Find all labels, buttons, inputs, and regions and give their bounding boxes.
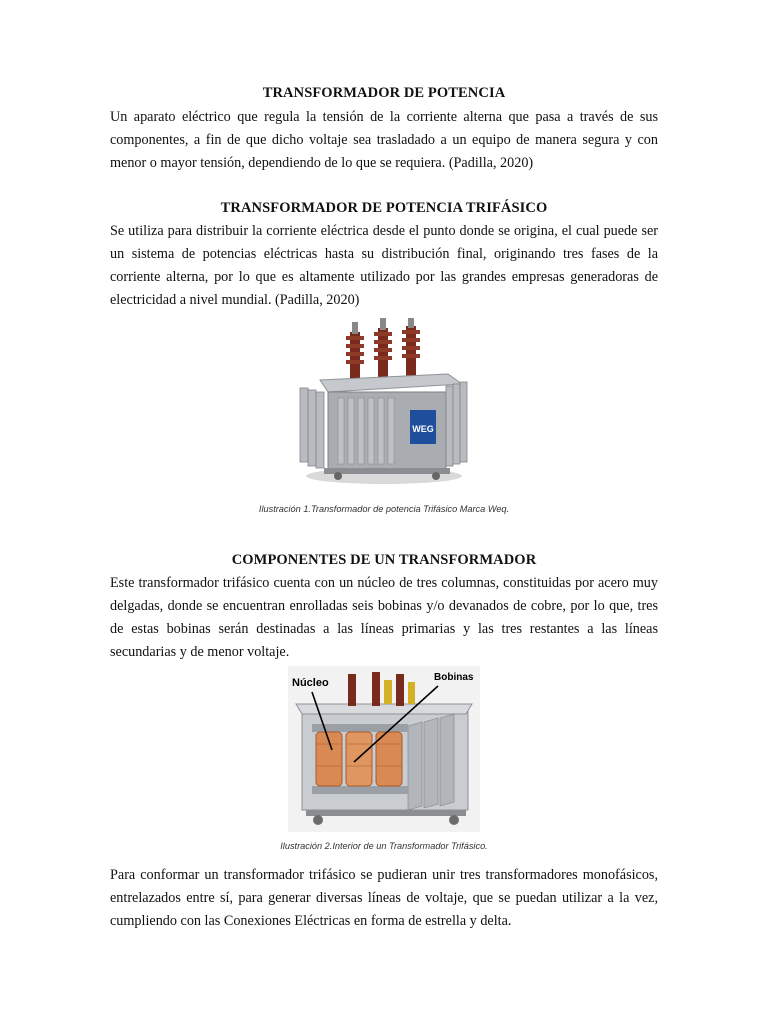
paragraph-trifasico: Se utiliza para distribuir la corriente eléctrica desde el punto donde se origina, el cual puede ser un sistema de potencias eléctricas hasta su distribución final, originando tres fases de la corriente alterna, por lo que es altamente utilizado por las grandes empresas generadoras de electricidad a nivel mundial. (Padilla, 2020) (110, 223, 658, 308)
section-title-potencia: TRANSFORMADOR DE POTENCIA (262, 85, 506, 101)
figure-caption-1: Ilustración 1.Transformador de potencia Trifásico Marca Weq. (258, 504, 510, 514)
section-title-componentes: COMPONENTES DE UN TRANSFORMADOR (231, 552, 537, 568)
paragraph-closing: Para conformar un transformador trifásico se pudieran unir tres transformadores monofásicos, entrelazados entre sí, para generar diversas líneas de voltaje, que se puedan utilizar a la vez, cumpliendo con las Conexiones Eléctricas en forma de estrella y delta. (110, 867, 658, 929)
brand-logo-text: WEG (412, 424, 434, 434)
transformer-exterior-image (298, 318, 470, 488)
paragraph-componentes: Este transformador trifásico cuenta con un núcleo de tres columnas, constituidas por acero muy delgadas, donde se encuentran enrolladas seis bobinas y/o devanados de cobre, por lo que, tres de estas bobinas serán destinadas a las líneas primarias y las tres restantes a las líneas secundarias y de menor voltaje. (110, 575, 658, 660)
section-title-trifasico: TRANSFORMADOR DE POTENCIA TRIFÁSICO (220, 200, 548, 216)
figure-transformer-exterior (298, 318, 470, 488)
paragraph-potencia: Un aparato eléctrico que regula la tensión de la corriente alterna que pasa a través de sus componentes, a fin de que dicho voltaje sea trasladado a un equipo de manera segura y con menor o mayor tensión, dependiendo de lo que se requiera. (Padilla, 2020) (110, 109, 658, 171)
coils-label: Bobinas (434, 672, 474, 683)
bushing-left (346, 322, 364, 380)
core-label: Núcleo (292, 677, 329, 689)
bushing-right (402, 318, 420, 378)
transformer-interior-image (288, 666, 480, 832)
figure-transformer-interior (288, 666, 480, 832)
figure-caption-2: Ilustración 2.Interior de un Transformador Trifásico. (280, 841, 488, 851)
cooling-fins-right (446, 382, 467, 466)
bushing-center (374, 318, 392, 378)
cooling-fins-left (300, 388, 324, 468)
